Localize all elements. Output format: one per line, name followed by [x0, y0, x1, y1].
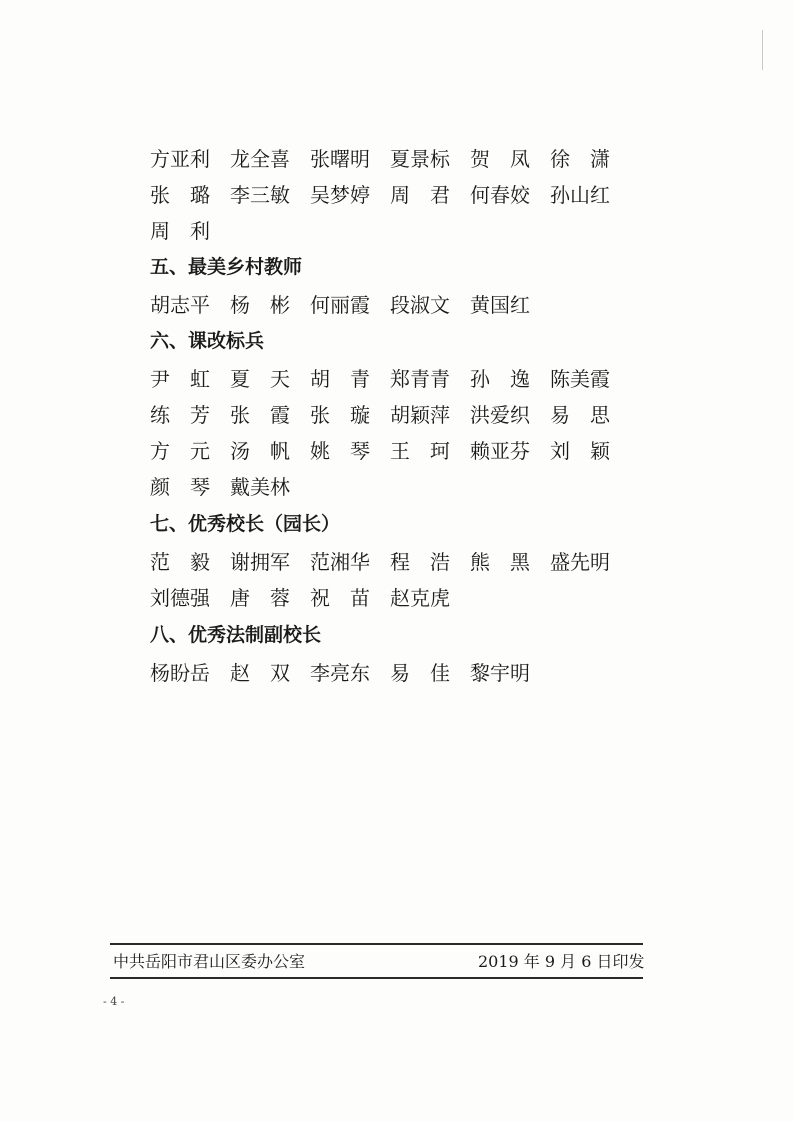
name-entry: 黄国红: [470, 293, 530, 317]
section-heading: 六、课改标兵: [150, 330, 265, 352]
section-heading: 八、优秀法制副校长: [150, 624, 322, 646]
name-entry: 颜 琴: [150, 475, 210, 499]
name-entry: 易 思: [550, 403, 610, 427]
name-entry: 李三敏: [230, 183, 290, 207]
name-entry: 赵克虎: [390, 586, 450, 610]
name-entry: 黎宇明: [470, 661, 530, 685]
name-entry: 张 璇: [310, 403, 370, 427]
name-entry: 练 芳: [150, 403, 210, 427]
footer-bottom-rule: [110, 977, 643, 979]
name-entry: 吴梦婷: [310, 183, 370, 207]
footer-top-rule: [110, 943, 643, 945]
name-entry: 范 毅: [150, 550, 210, 574]
name-entry: 刘德强: [150, 586, 210, 610]
page-number: - 4 -: [103, 995, 125, 1008]
name-entry: 杨盼岳: [150, 661, 210, 685]
name-entry: 何春姣: [470, 183, 530, 207]
name-entry: 周 利: [150, 219, 210, 243]
name-entry: 郑青青: [390, 367, 450, 391]
name-entry: 范湘华: [310, 550, 370, 574]
name-entry: 祝 苗: [310, 586, 370, 610]
name-entry: 夏景标: [390, 147, 450, 171]
issuer-label: 中共岳阳市君山区委办公室: [113, 952, 306, 971]
name-entry: 汤 帆: [230, 439, 290, 463]
name-entry: 易 佳: [390, 661, 450, 685]
name-entry: 贺 凤: [470, 147, 530, 171]
name-entry: 孙 逸: [470, 367, 530, 391]
name-entry: 张曙明: [310, 147, 370, 171]
name-entry: 周 君: [390, 183, 450, 207]
section-heading: 五、最美乡村教师: [150, 256, 303, 278]
name-entry: 赵 双: [230, 661, 290, 685]
name-entry: 胡 青: [310, 367, 370, 391]
name-entry: 谢拥军: [230, 550, 290, 574]
scan-edge-mark: [762, 30, 763, 70]
name-entry: 徐 潇: [550, 147, 610, 171]
name-entry: 张 璐: [150, 183, 210, 207]
name-entry: 方 元: [150, 439, 210, 463]
name-entry: 何丽霞: [310, 293, 370, 317]
section-heading: 七、优秀校长（园长）: [150, 513, 341, 535]
name-entry: 龙全喜: [230, 147, 290, 171]
name-entry: 盛先明: [550, 550, 610, 574]
name-entry: 王 珂: [390, 439, 450, 463]
name-entry: 程 浩: [390, 550, 450, 574]
name-entry: 陈美霞: [550, 367, 610, 391]
name-entry: 段淑文: [390, 293, 450, 317]
name-entry: 李亮东: [310, 661, 370, 685]
name-entry: 孙山红: [550, 183, 610, 207]
name-entry: 方亚利: [150, 147, 210, 171]
name-entry: 姚 琴: [310, 439, 370, 463]
name-entry: 赖亚芬: [470, 439, 530, 463]
name-entry: 张 霞: [230, 403, 290, 427]
name-entry: 唐 蓉: [230, 586, 290, 610]
name-entry: 刘 颖: [550, 439, 610, 463]
name-entry: 洪爱织: [470, 403, 530, 427]
name-entry: 戴美林: [230, 475, 290, 499]
name-entry: 熊 黑: [470, 550, 530, 574]
name-entry: 尹 虹: [150, 367, 210, 391]
name-entry: 胡颖萍: [390, 403, 450, 427]
issue-date: 2019 年 9 月 6 日印发: [478, 952, 645, 971]
name-entry: 胡志平: [150, 293, 210, 317]
name-entry: 杨 彬: [230, 293, 290, 317]
name-entry: 夏 天: [230, 367, 290, 391]
